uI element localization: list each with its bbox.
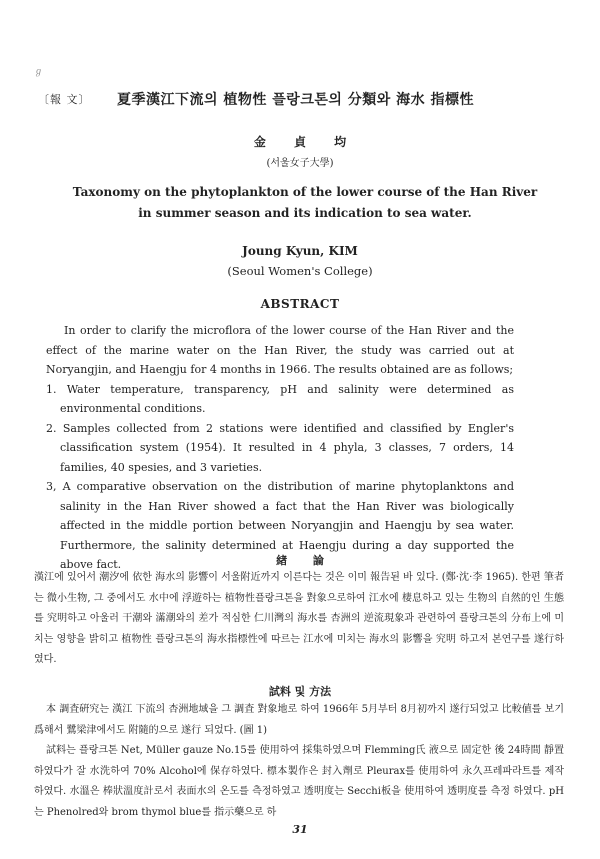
korean-author: 金 貞 均 xyxy=(253,135,347,149)
methods-paragraph: 本 調査硏究는 漢江 下流의 杏洲地域을 그 調査 對象地로 하여 1966年 5月부터 8月初까지 遂行되었고 比較値를 보기 爲해서 鷺梁津에서도 附隨的으로 遂行 되었다. (圖 1) xyxy=(34,704,564,736)
section-heading-methods: 試料 및 方法 xyxy=(268,685,332,698)
abstract-results-list xyxy=(46,380,514,575)
abstract-item: 3, A comparative observation on the distribution of marine phytoplanktons and salinity in the Han River showed a fact that the Han River was biologically affected in the middle portion between Noryangjin and Haengju by sea water. Furthermore, the salinity determined at Haengju during a day supported the above fact. xyxy=(46,480,514,571)
page-number: 31 xyxy=(292,823,308,836)
article-type-tag: 〔報 文〕 xyxy=(38,93,91,106)
introduction-paragraph: 漢江에 있어서 潮汐에 依한 海水의 影響이 서울附近까지 이른다는 것은 이미 報告된 바 있다. (鄭·沈·李 1965). 한편 筆者는 微小生物, 그 중에서도 水中에 浮遊하는 植物性플랑크톤을 對象으로하여 江水에 棲息하고 있는 生物의 自然的인 生態를 究明하고 아울러 干潮와 滿潮와의 差가 적심한 仁川灣의 海水를 杏洲의 逆流現象과 관련하여 플랑크톤의 分布上에 미치는 영향을 밝히고 植物性 플랑크톤의 海水指標性에 따르는 江水에 미치는 海水의 影響을 究明 하고저 본연구를 遂行하였다. xyxy=(34,572,564,665)
margin-mark: ℊ xyxy=(34,67,44,77)
english-author: Joung Kyun, KIM xyxy=(242,244,358,258)
methods-paragraph: 試料는 플랑크톤 Net, Müller gauze No.15를 使用하여 採集하였으며 Flemming氏 液으로 固定한 後 24時間 靜置하였다가 잘 水洗하여 70% Alcohol에 保存하였다. 標本製作은 封入劑로 Pleurax를 使用하여 永久프레파라트를 제작 하였다. 水溫은 棒狀溫度計로서 表面水의 온도를 측정하였고 透明度는 Secchi板을 使用하여 透明度를 측정 하였다. pH는 Phenolred와 brom thymol blue를 指示藥으로 하 xyxy=(34,745,564,818)
abstract-item: 2. Samples collected from 2 stations were identified and classified by Engler's classification system (1954). It resulted in 4 phyla, 3 classes, 7 orders, 14 families, 40 spesies, and 3 varieties. xyxy=(46,421,514,474)
english-title xyxy=(70,182,540,224)
english-title-line1: Taxonomy on the phytoplankton of the lower course of the Han River xyxy=(72,185,538,199)
english-title-line2: in summer season and its indication to sea water. xyxy=(138,206,472,220)
abstract-intro: In order to clarify the microflora of the lower course of the Han River and the effect of the marine water on the Han River, the study was carried out at Noryangjin, and Haengju for 4 months in 1966. The results obtained are as follows; xyxy=(46,324,514,376)
english-affiliation: (Seoul Women's College) xyxy=(227,264,373,278)
section-heading-introduction: 緖 論 xyxy=(276,554,324,567)
methods-body xyxy=(34,700,564,823)
abstract-item: 1. Water temperature, transparency, pH and salinity were determined as environmental conditions. xyxy=(46,382,514,415)
abstract-heading: ABSTRACT xyxy=(260,297,340,311)
abstract-body xyxy=(46,321,514,575)
korean-affiliation: (서울女子大學) xyxy=(266,158,334,169)
introduction-body xyxy=(34,568,564,671)
korean-title: 夏季漢江下流의 植物性 플랑크톤의 分類와 海水 指標性 xyxy=(117,92,475,108)
